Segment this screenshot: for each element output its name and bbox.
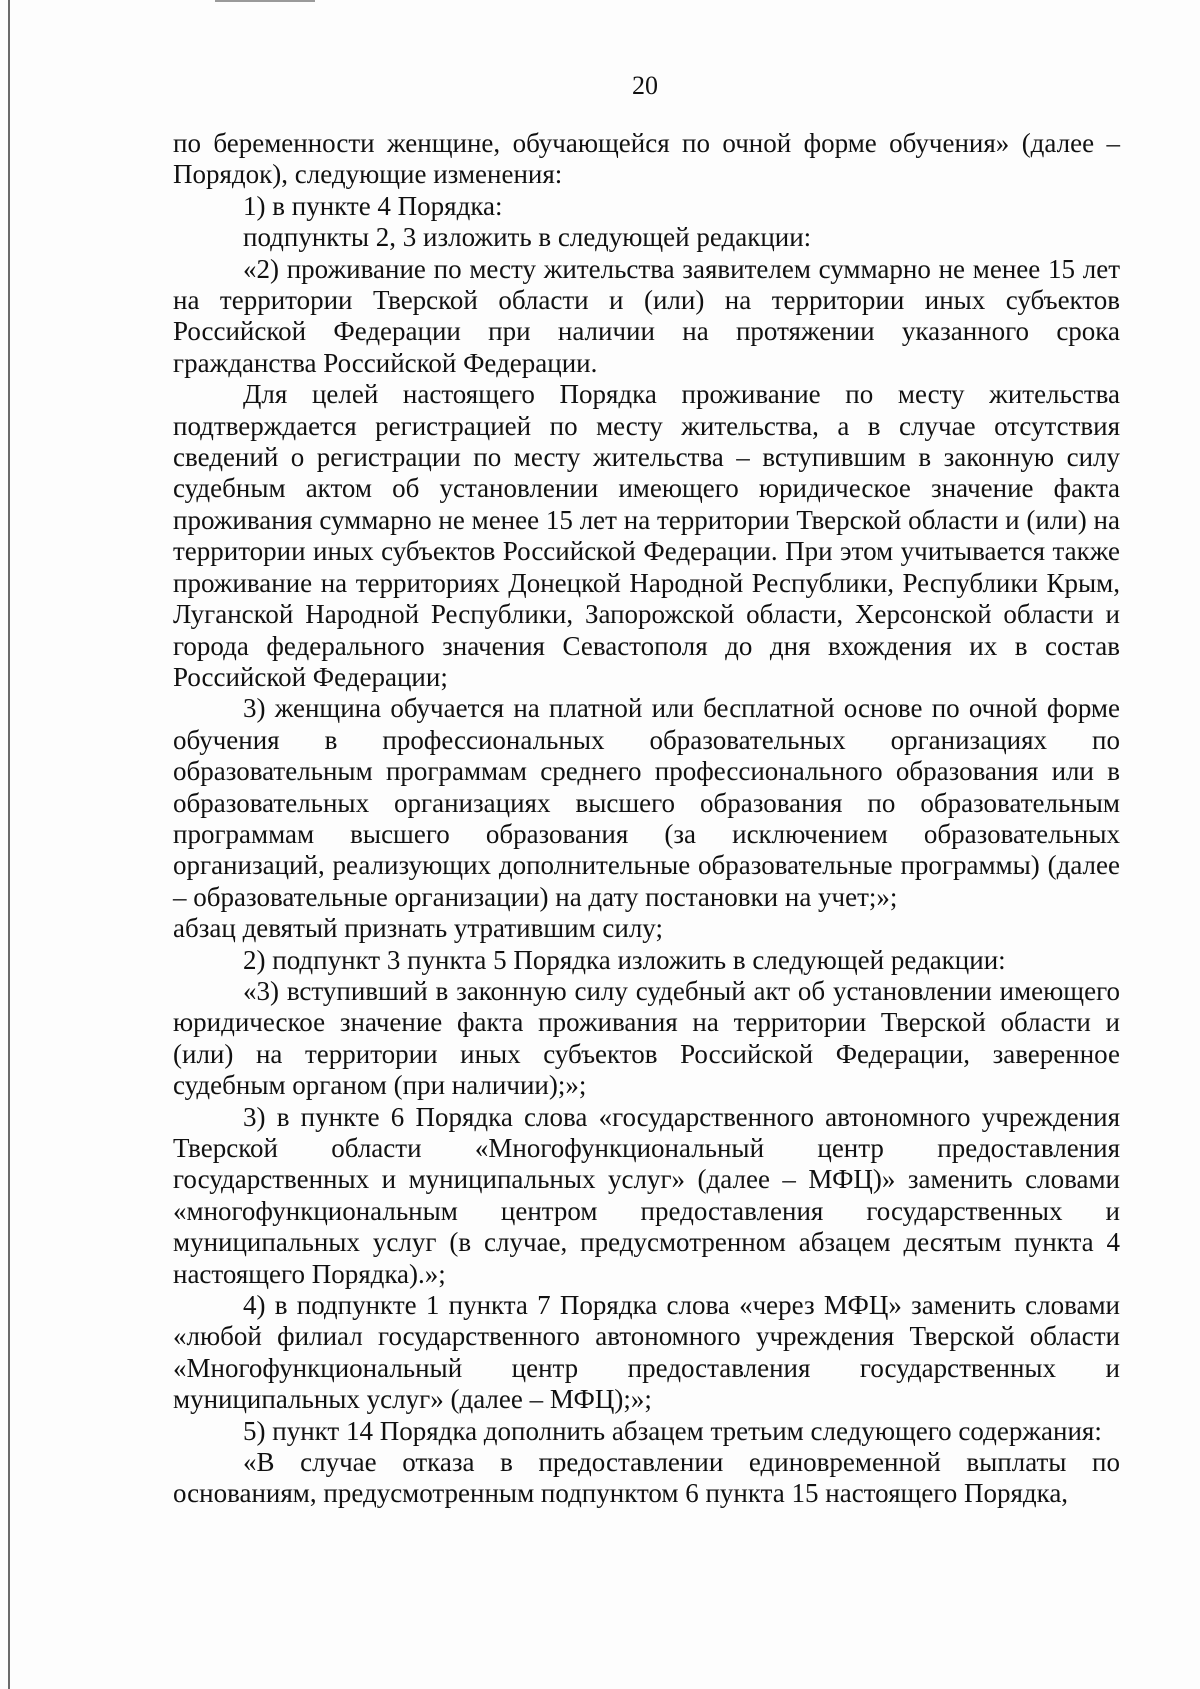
- paragraph: «2) проживание по месту жительства заявителем суммарно не менее 15 лет на территории Тверской области и (или) на территории иных субъектов Российской Федерации при наличии на протяжении указанного срока гражданства Российской Федерации.: [173, 253, 1120, 378]
- paragraph: 3) в пункте 6 Порядка слова «государственного автономного учреждения Тверской области «Многофункциональный центр предоставления государственных и муниципальных услуг» (далее – МФЦ)» заменить словами «многофункциональным центром предоставления государственных и муниципальных услуг (в случае, предусмотренном абзацем десятым пункта 4 настоящего Порядка).»;: [173, 1101, 1120, 1289]
- paragraph: Для целей настоящего Порядка проживание по месту жительства подтверждается регистрацией по месту жительства, а в случае отсутствия сведений о регистрации по месту жительства – вступившим в законную силу судебным актом об установлении имеющего юридическое значение факта проживания суммарно не менее 15 лет на территории Тверской области и (или) на территории иных субъектов Российской Федерации. При этом учитывается также проживание на территориях Донецкой Народной Республики, Республики Крым, Луганской Народной Республики, Запорожской области, Херсонской области и города федерального значения Севастополя до дня вхождения их в состав Российской Федерации;: [173, 379, 1120, 692]
- paragraph: 2) подпункт 3 пункта 5 Порядка изложить в следующей редакции:: [243, 944, 1006, 975]
- page-number: 20: [632, 71, 658, 100]
- paragraph: «3) вступивший в законную силу судебный акт об установлении имеющего юридическое значение факта проживания на территории Тверской области и (или) на территории иных субъектов Российской Федерации, заверенное судебным органом (при наличии);»;: [173, 975, 1120, 1101]
- paragraph: 4) в подпункте 1 пункта 7 Порядка слова «через МФЦ» заменить словами «любой филиал государственного автономного учреждения Тверской области «Многофункциональный центр предоставления государственных и муниципальных услуг» (далее – МФЦ);»;: [173, 1290, 1120, 1415]
- paragraph: по беременности женщине, обучающейся по очной форме обучения» (далее – Порядок), следующие изменения:: [173, 128, 1120, 190]
- paragraph: 5) пункт 14 Порядка дополнить абзацем третьим следующего содержания:: [243, 1415, 1102, 1446]
- document-body: [173, 128, 1120, 1510]
- paragraph: 1) в пункте 4 Порядка:: [243, 190, 503, 221]
- paragraph: подпункты 2, 3 изложить в следующей редакции:: [243, 222, 812, 253]
- scan-edge-left: [8, 0, 10, 1689]
- paragraph: 3) женщина обучается на платной или бесплатной основе по очной форме обучения в профессиональных образовательных организациях по образовательным программам среднего профессионального образования или в образовательных организациях высшего образования по образовательным программам высшего образования (за исключением образовательных организаций, реализующих дополнительные образовательные программы) (далее – образовательные организации) на дату постановки на учет;»;: [173, 693, 1120, 912]
- paragraph: абзац девятый признать утратившим силу;: [173, 913, 663, 944]
- paragraph: «В случае отказа в предоставлении единовременной выплаты по основаниям, предусмотренным подпунктом 6 пункта 15 настоящего Порядка,: [173, 1447, 1120, 1509]
- scan-edge-top: [215, 0, 315, 2]
